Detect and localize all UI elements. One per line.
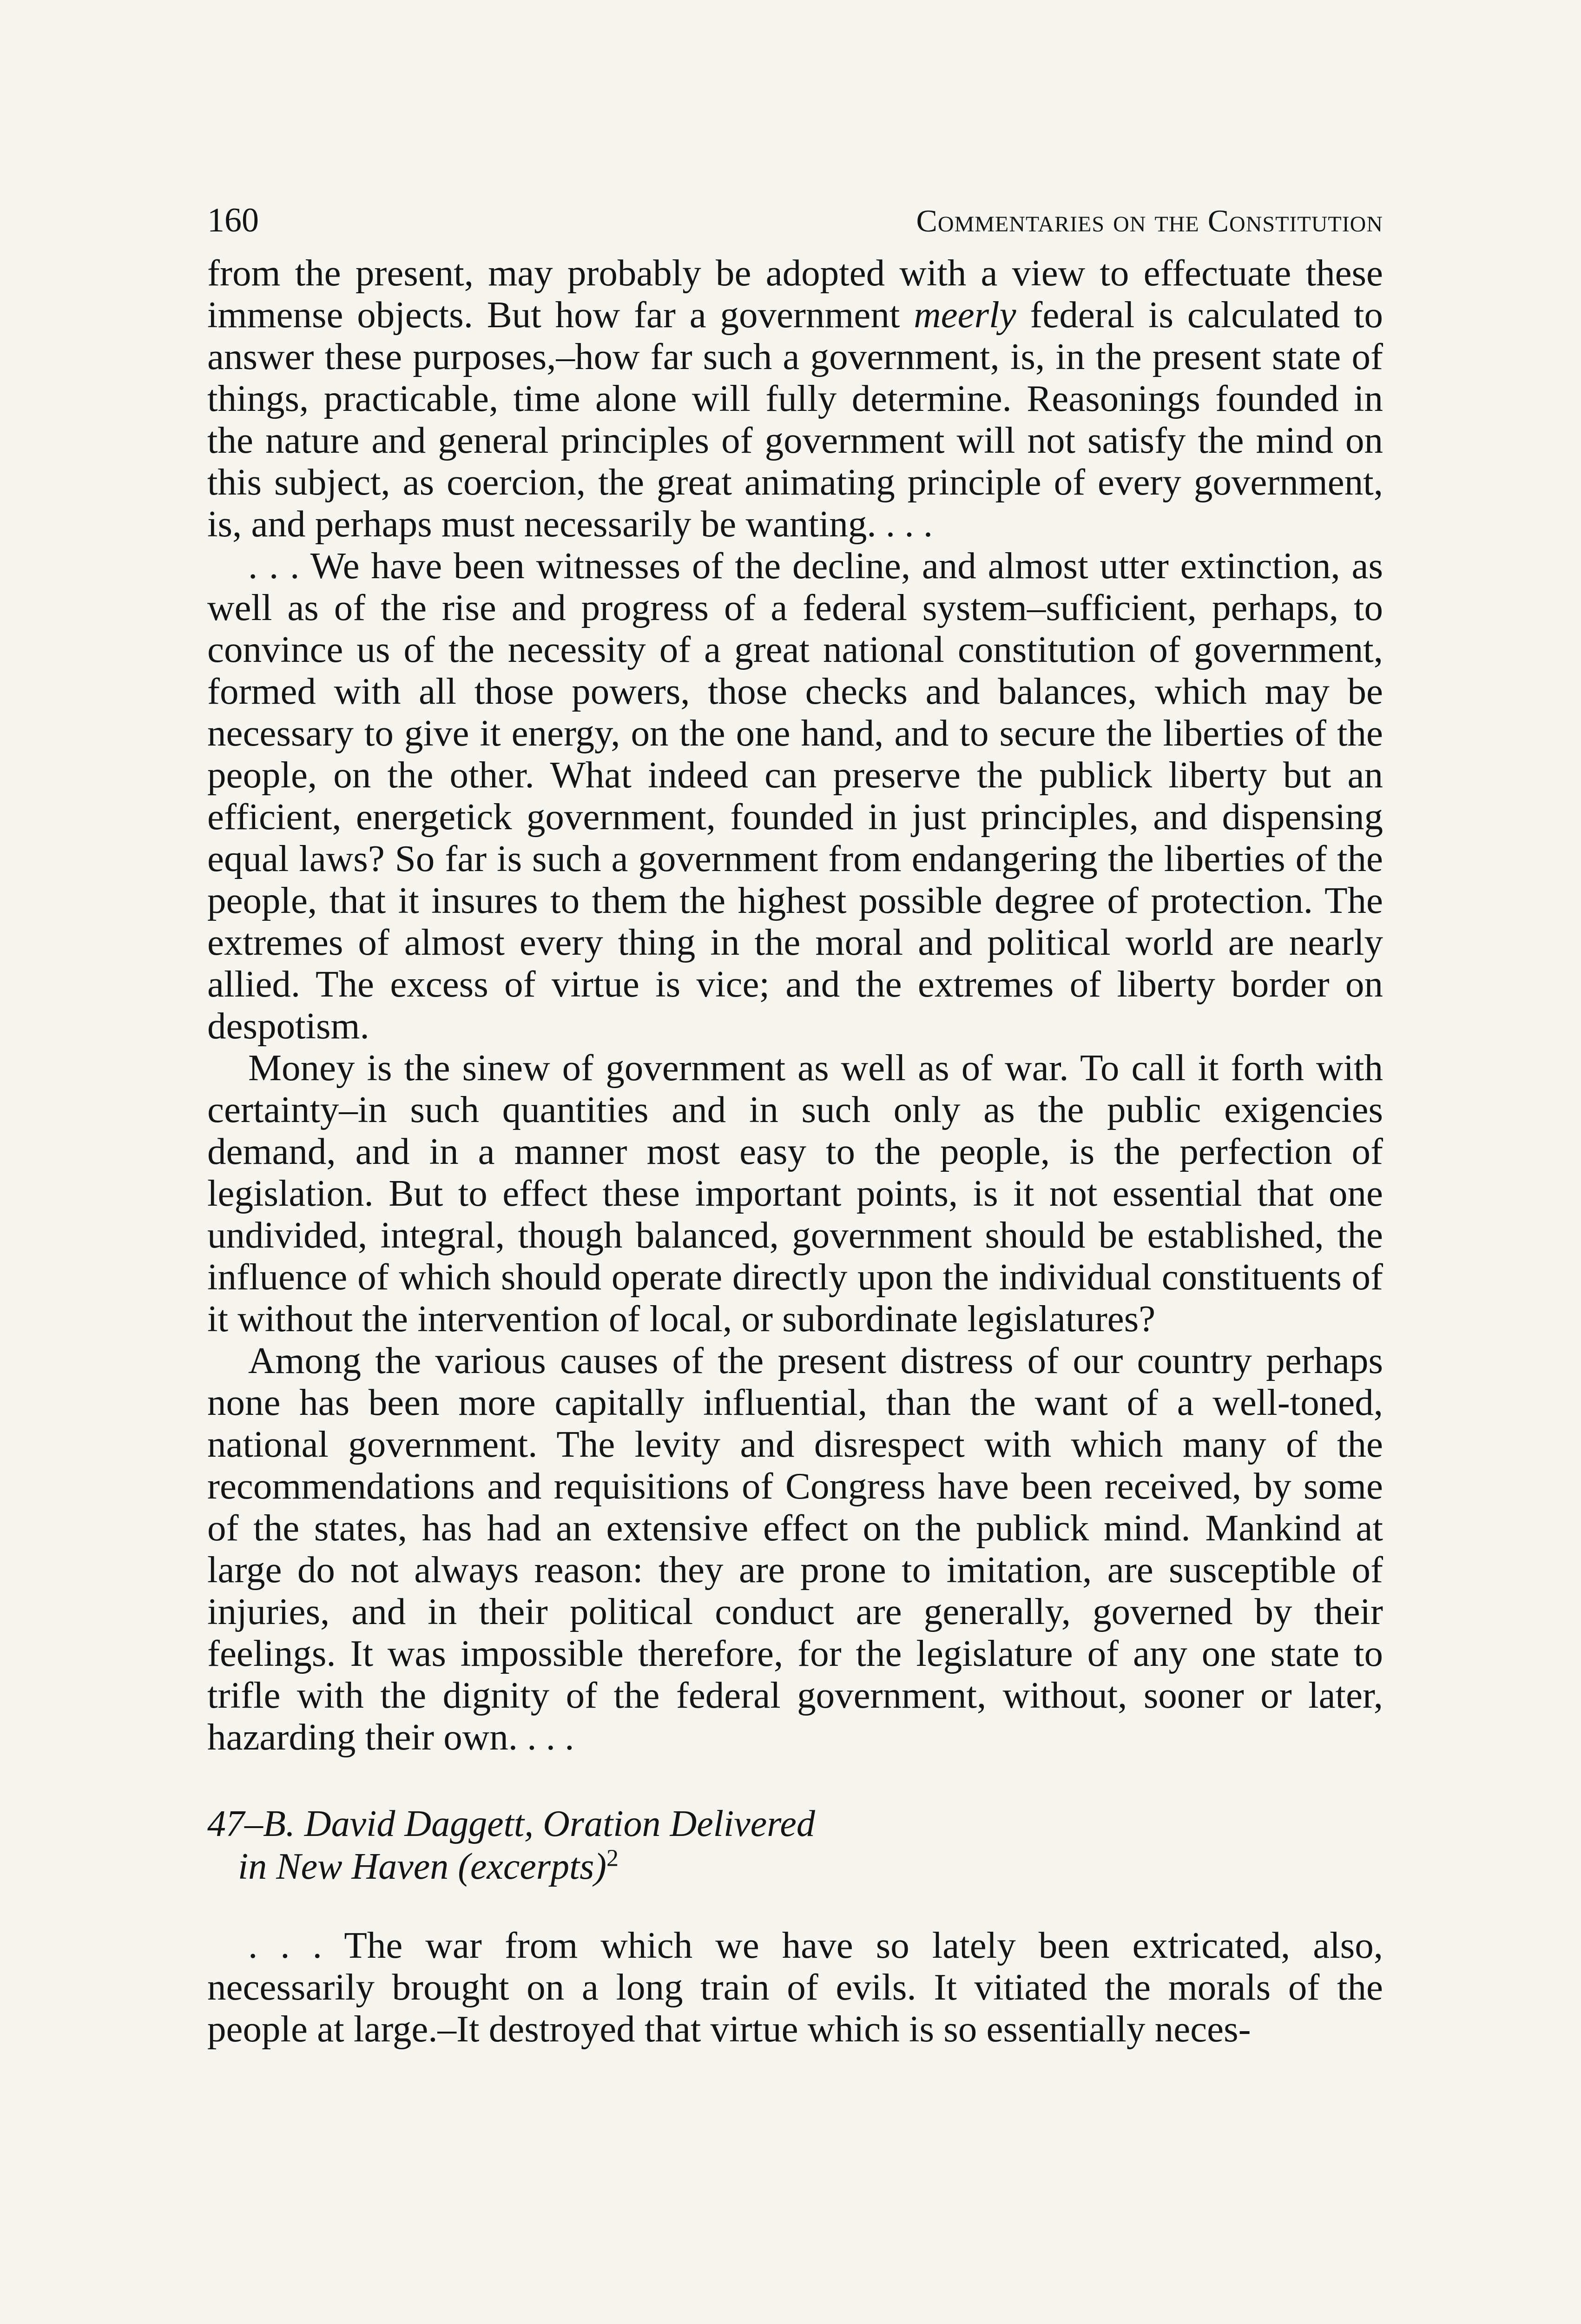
section-heading-line-2-text: in New Haven (excerpts) <box>238 1846 607 1887</box>
paragraph-1-italic: meerly <box>914 294 1016 336</box>
paragraph-2: . . . We have been witnesses of the decline, and almost utter extinction, as well as of the rise and progress of a federal system–sufficient, perhaps, to convince us of the necessity of a great national constitution of government, formed with all those powers, those checks and balances, which may be necessary to give it energy, on the one hand, and to secure the liberties of the people, on the other. What indeed can preserve the publick liberty but an efficient, energetick government, founded in just principles, and dispensing equal laws? So far is such a government from endangering the liberties of the people, that it insures to them the highest possible degree of protection. The extremes of almost every thing in the moral and political world are nearly allied. The excess of virtue is vice; and the extremes of liberty border on despotism. <box>207 545 1383 1047</box>
paragraph-3: Money is the sinew of government as well as of war. To call it forth with certainty–in such quantities and in such only as the public exigencies demand, and in a manner most easy to the people, is the perfection of legislation. But to effect these important points, is it not essential that one undivided, integral, though balanced, government should be established, the influence of which should operate directly upon the individual constituents of it without the intervention of local, or subordinate legislatures? <box>207 1047 1383 1340</box>
footnote-reference: 2 <box>606 1845 619 1872</box>
page-header <box>207 201 1383 252</box>
page-content <box>207 201 1383 2050</box>
paragraph-1-text-a: from the present, may probably be adopted with a view to effectuate these immense objects. But how far a government <box>207 252 1383 336</box>
body-text <box>207 252 1383 2050</box>
paragraph-1 <box>207 252 1383 545</box>
paragraph-1-text-b: federal is calculated to answer these purposes,–how far such a government, is, in the present state of things, practicable, time alone will fully determine. Reasonings founded in the nature and general principles of government will not satisfy the mind on this subject, as coercion, the great animating principle of every government, is, and perhaps must necessarily be wanting. . . . <box>207 294 1383 545</box>
section-heading-line-1: 47–B. David Daggett, Oration Delivered <box>207 1803 815 1844</box>
paragraph-5: . . . The war from which we have so lately been extricated, also, necessarily brought on a long train of evils. It vitiated the morals of the people at large.–It destroyed that virtue which is so essentially neces- <box>207 1924 1383 2050</box>
paragraph-4: Among the various causes of the present distress of our country perhaps none has been more capitally influential, than the want of a well-toned, national government. The levity and disrespect with which many of the recommendations and requisitions of Congress have been received, by some of the states, has had an extensive effect on the publick mind. Mankind at large do not always reason: they are prone to imitation, are susceptible of injuries, and in their political conduct are generally, governed by their feelings. It was impossible therefore, for the legislature of any one state to trifle with the dignity of the federal government, without, sooner or later, hazarding their own. . . . <box>207 1340 1383 1758</box>
page-number: 160 <box>207 201 259 239</box>
section-heading <box>207 1802 1383 1888</box>
running-head: Commentaries on the Constitution <box>916 203 1383 238</box>
section-heading-line-2 <box>207 1845 1383 1888</box>
